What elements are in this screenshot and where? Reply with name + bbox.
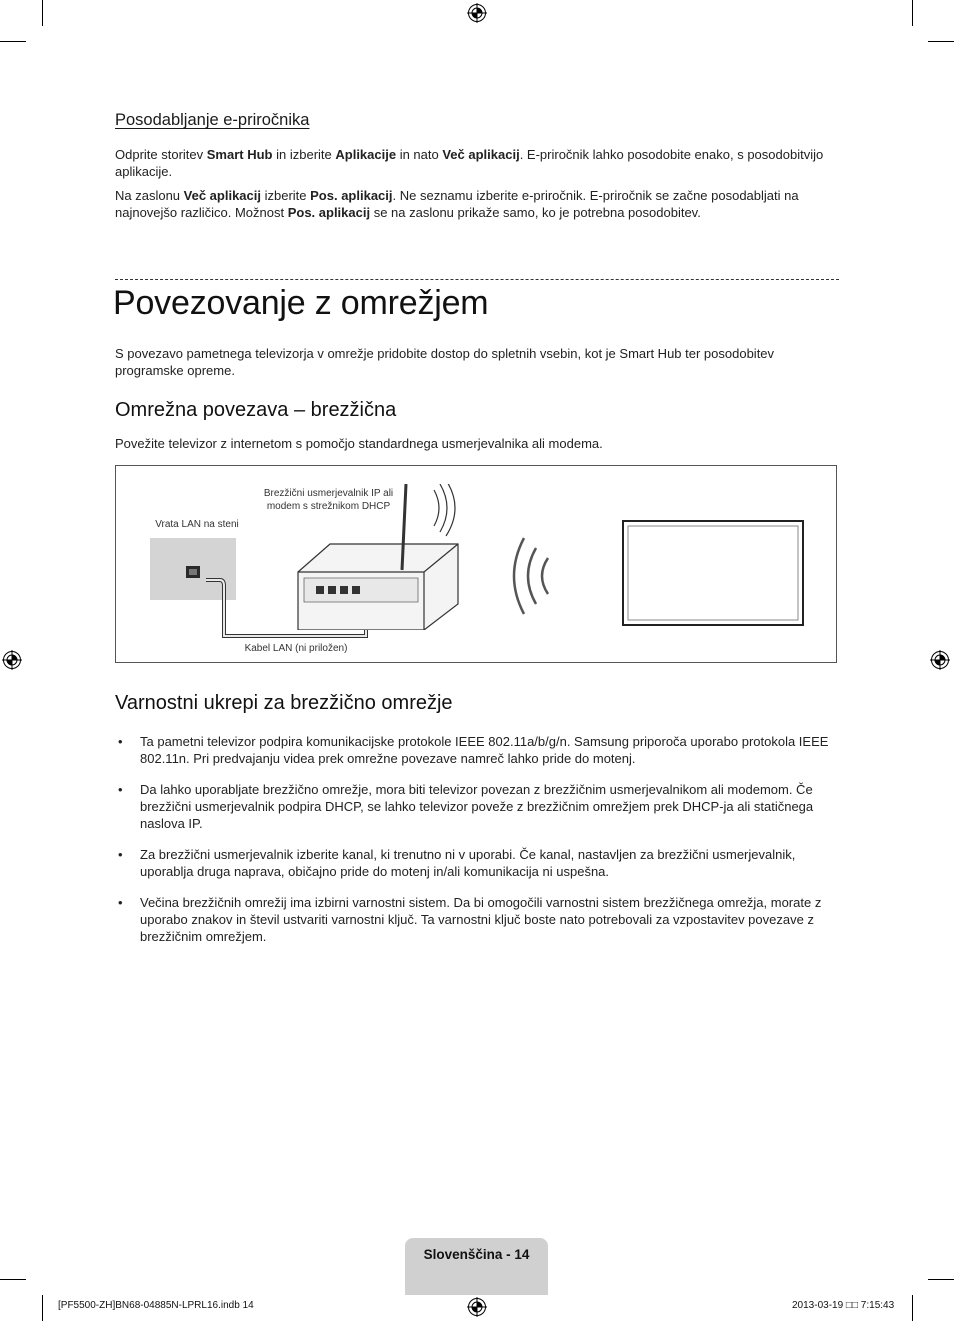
bullet-icon: • [118,895,123,910]
text-run: . Ne seznamu izberite e-priročnik. E-priročnik se začne posodabljati na najnovejšo različico. Možnost [115,188,799,220]
wall-port-label: Vrata LAN na steni [155,519,239,530]
bold-term: Pos. aplikacij [287,205,371,220]
crop-mark [0,1279,26,1280]
cable-label: Kabel LAN (ni priložen) [244,643,348,654]
registration-mark-icon [467,1297,487,1317]
dashed-divider [115,279,839,280]
list-item-text: Večina brezžičnih omrežij ima izbirni varnostni sistem. Da bi omogočili varnostni sistem brezžičnega omrežja, morate z uporabo znakov in števil ustvariti varnostni ključ. Ta varnostni ključ boste nato potrebovali za vzpostavitev povezave z brezžičnim omrežjem. [140,895,822,944]
bold-term: Smart Hub [206,147,273,162]
bold-term: Več aplikacij [183,188,261,203]
list-item [115,781,843,832]
list-item-text: Ta pametni televizor podpira komunikacijske protokole IEEE 802.11a/b/g/n. Samsung priporoča uporabo protokola IEEE 802.11n. Pri predvajanju videa prek omrežne povezave namreč lahko pride do motenj. [140,734,829,766]
wireless-signal-icon [508,536,556,616]
router-label-line: modem s strežnikom DHCP [266,501,391,512]
registration-mark-icon [2,650,22,670]
registration-mark-icon [467,3,487,23]
crop-mark [42,0,43,26]
wireless-router-icon [294,484,464,630]
text-run: in nato [396,147,443,162]
crop-mark [0,41,26,42]
router-label-line: Brezžični usmerjevalnik IP ali [263,488,394,499]
list-item [115,846,843,880]
list-item [115,733,843,767]
bullet-icon: • [118,782,123,797]
text-run: Odprite storitev [115,147,207,162]
intro-paragraph: S povezavo pametnega televizorja v omrežje pridobite dostop do spletnih vsebin, kot je Smart Hub ter posodobitev programske opreme. [115,346,775,378]
security-list [115,733,843,959]
crop-mark [912,0,913,26]
paragraph-update-1 [115,146,840,180]
file-info: [PF5500-ZH]BN68-04885N-LPRL16.indb 14 [58,1300,254,1311]
crop-mark [912,1295,913,1321]
bold-term: Aplikacije [335,147,397,162]
bullet-icon: • [118,847,123,862]
paragraph-update-2 [115,187,840,221]
bullet-icon: • [118,734,123,749]
text-run: izberite [261,188,311,203]
text-run: in izberite [272,147,336,162]
list-item-text: Za brezžični usmerjevalnik izberite kanal, ki trenutno ni v uporabi. Če kanal, nastavljen za brezžični usmerjevalnik, uporablja druga naprava, običajno pride do motenj in/ali komunikacija ni uspešna. [140,847,796,879]
bold-term: Pos. aplikacij [310,188,393,203]
list-item [115,894,843,945]
section-heading-wireless: Omrežna povezava – brezžična [115,399,397,421]
crop-mark [928,1279,954,1280]
page-number: Slovenščina - 14 [423,1247,530,1262]
tv-icon [622,520,804,626]
text-run: . E-priročnik lahko posodobite enako, s posodobitvijo aplikacije. [115,147,824,179]
network-diagram [115,465,837,663]
registration-mark-icon [930,650,950,670]
print-timestamp: 2013-03-19 □□ 7:15:43 [792,1300,895,1311]
section-heading-security: Varnostni ukrepi za brezžično omrežje [115,692,453,714]
crop-mark [928,41,954,42]
list-item-text: Da lahko uporabljate brezžično omrežje, mora biti televizor povezan z brezžičnim usmerjevalnikom ali modemom. Če brezžični usmerjevalnik podpira DHCP, se lahko televizor poveže z brezžičnim omrežjem prek DHCP-ja ali statičnega naslova IP. [140,782,814,831]
text-run: Na zaslonu [115,188,184,203]
text-run: se na zaslonu prikaže samo, ko je potrebna posodobitev. [370,205,701,220]
section-heading-update-manual: Posodabljanje e-priročnika [115,111,310,129]
bold-term: Več aplikacij [442,147,520,162]
crop-mark [42,1295,43,1321]
page-title: Povezovanje z omrežjem [113,284,489,322]
page-number-badge [405,1238,548,1295]
wireless-intro: Povežite televizor z internetom s pomočjo standardnega usmerjevalnika ali modema. [115,436,603,451]
